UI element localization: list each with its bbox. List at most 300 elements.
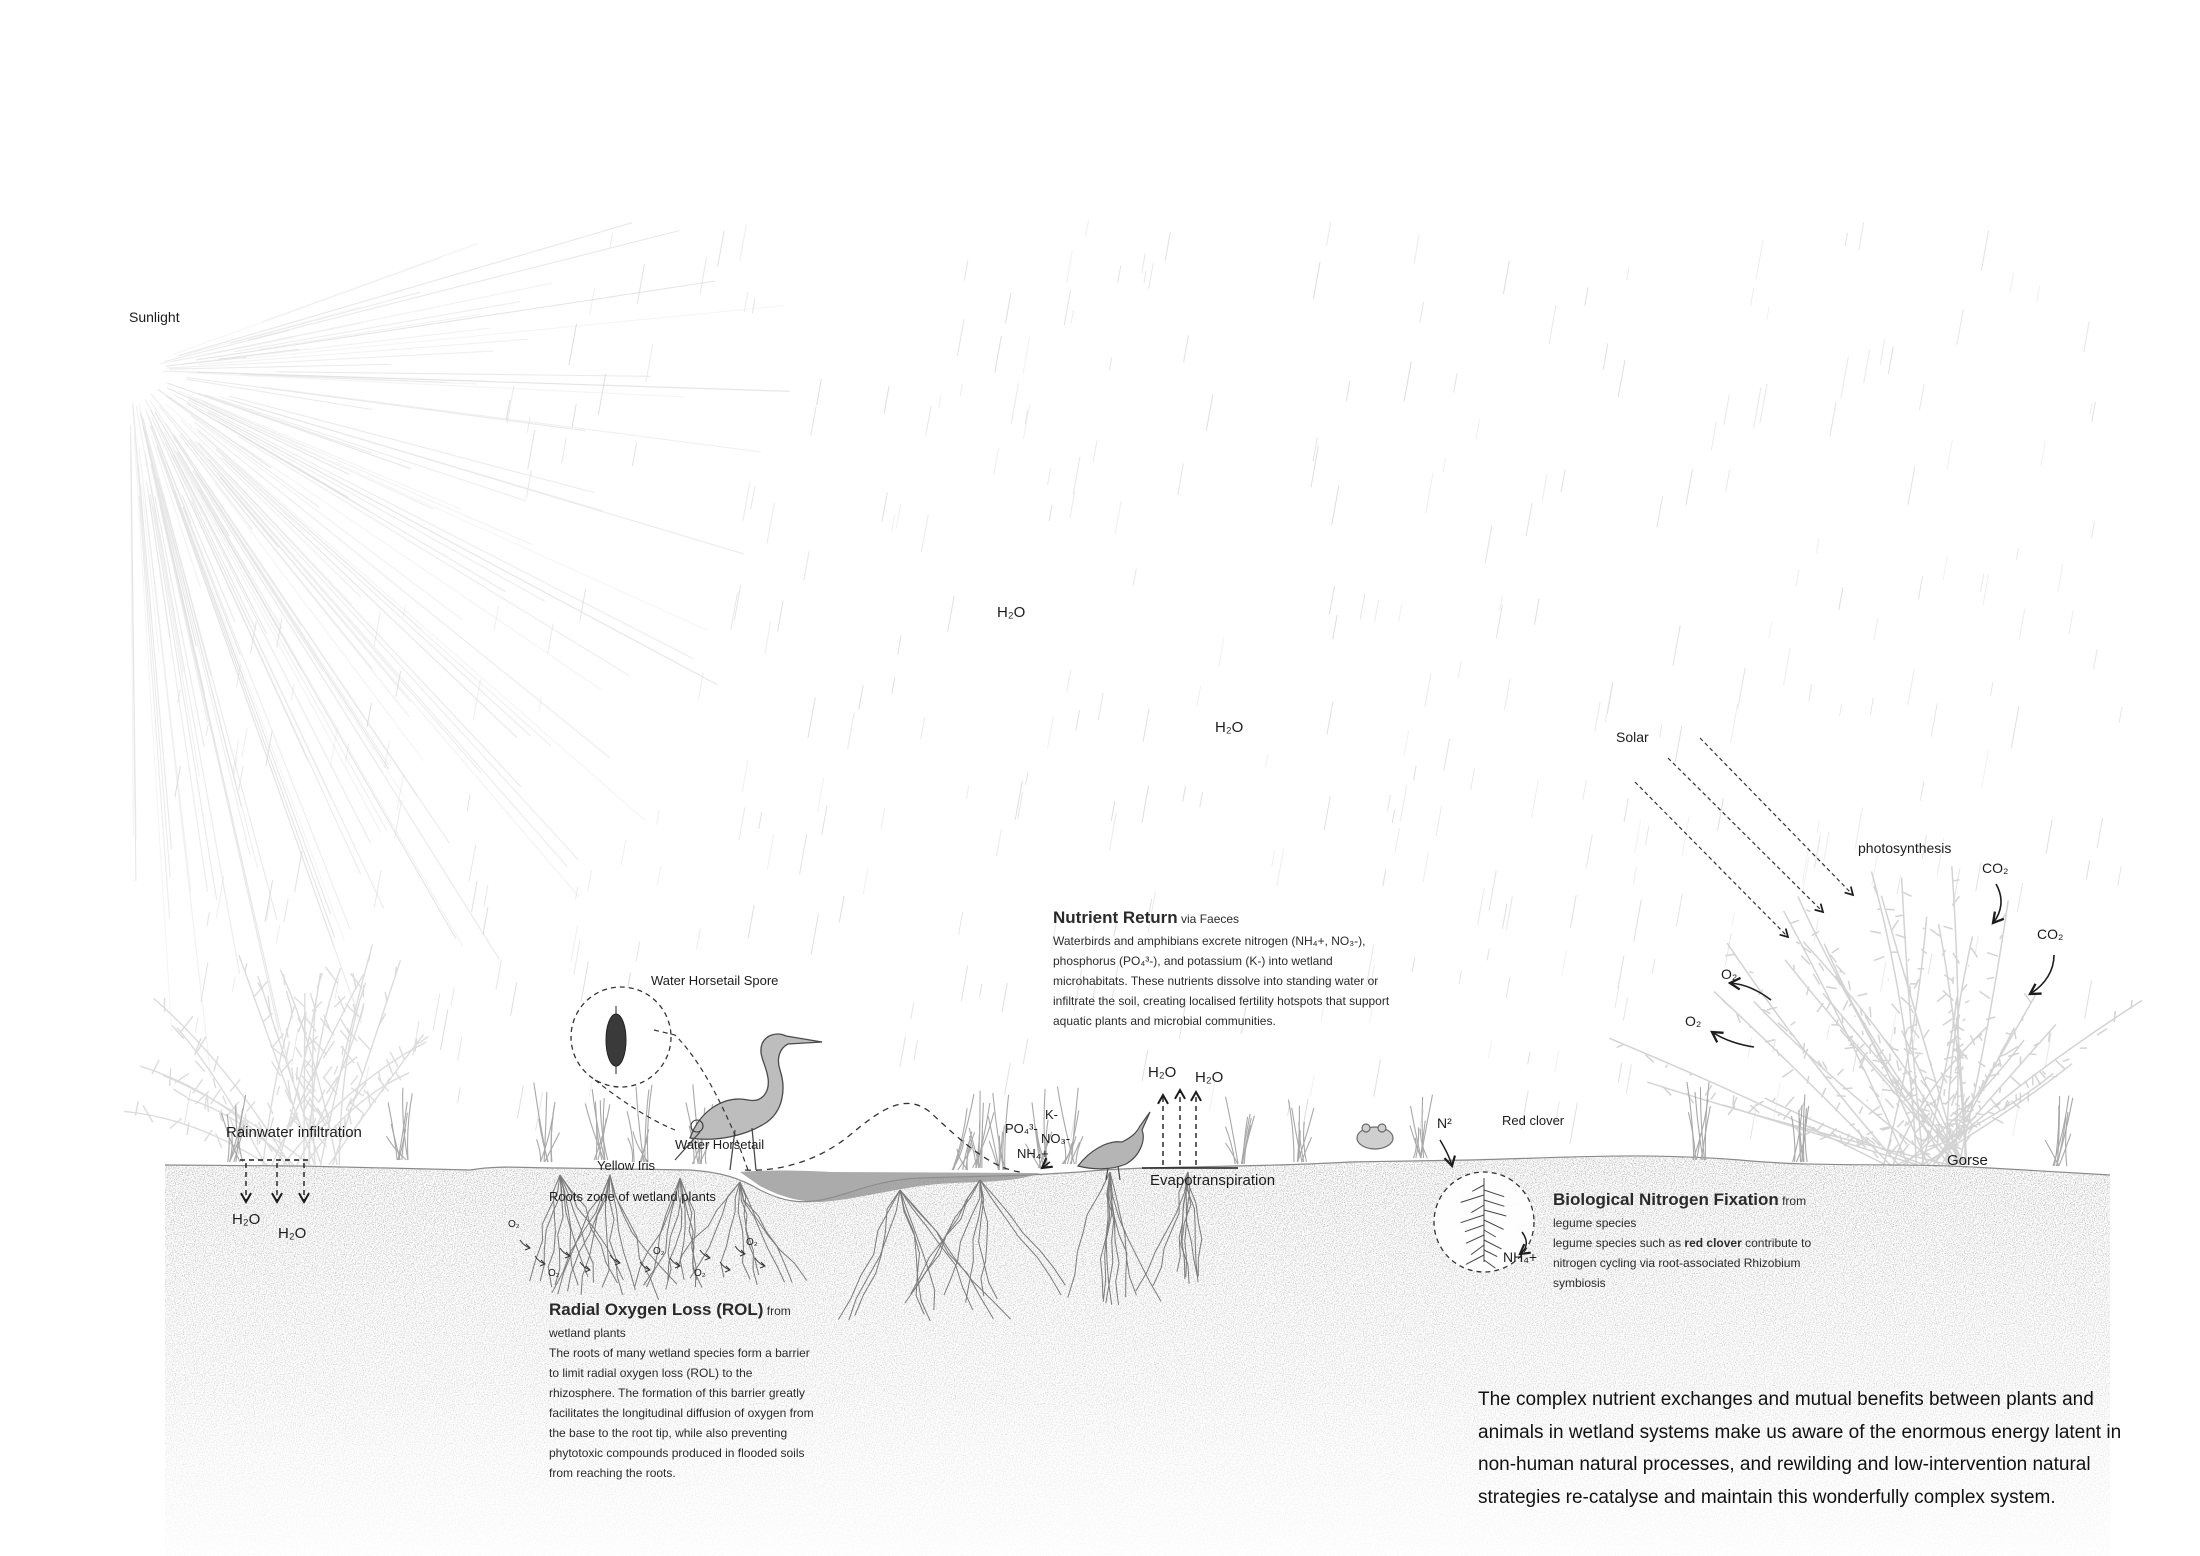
rain-streak <box>1115 502 1121 535</box>
rain-streak <box>2046 820 2052 854</box>
nutrient-return-line: Waterbirds and amphibians excrete nitrogen (NH₄+, NO₃-), <box>1053 934 1366 948</box>
rain-streak <box>636 942 640 962</box>
sun-ray <box>238 436 629 676</box>
rain-streak <box>1784 647 1791 685</box>
gorse-spine <box>2005 1044 2006 1045</box>
evapotranspiration-label: Evapotranspiration <box>1150 1172 1276 1189</box>
rain-streak <box>467 794 470 811</box>
fern-leaflet <box>340 1018 350 1036</box>
rain-streak <box>1374 1060 1381 1097</box>
rain-streak <box>800 834 807 874</box>
rain-streak <box>997 829 1002 856</box>
rain-streak <box>1002 983 1007 1012</box>
fern-leaflet <box>245 963 247 971</box>
bnf-line: legume species such as <box>1553 1236 1685 1250</box>
solar-label: Solar <box>1616 729 1649 745</box>
rain-streak <box>2090 403 2092 415</box>
gorse-spine <box>1965 1001 1969 1003</box>
gorse-spine <box>1843 1001 1848 1011</box>
sun-ray <box>173 257 443 354</box>
rain-streak <box>1327 702 1333 735</box>
gorse-spine <box>1711 1093 1716 1100</box>
rain-streak <box>518 1085 524 1118</box>
sun-ray <box>196 428 645 821</box>
gorse-label: Gorse <box>1947 1152 1988 1169</box>
evap-h2o-label-1: H₂O <box>1148 1064 1177 1081</box>
rain-streak <box>1346 381 1350 401</box>
rain-streak <box>1975 936 1978 953</box>
bnf-title: Biological Nitrogen Fixation <box>1553 1190 1779 1209</box>
gorse-spine <box>1882 1090 1892 1091</box>
rain-streak <box>1555 1051 1559 1072</box>
rain-streak <box>1404 361 1411 401</box>
gorse-spine <box>1907 1121 1910 1125</box>
rain-streak <box>1144 270 1146 283</box>
gorse-spine <box>1840 971 1841 973</box>
co2-label-1: CO₂ <box>1982 860 2009 876</box>
bnf-block <box>1553 1190 1843 1293</box>
rain-streak <box>1534 599 1539 625</box>
gorse-spine <box>1790 920 1799 923</box>
rain-streak <box>700 257 707 294</box>
no3-ion-label: NO₃- <box>1041 1131 1071 1146</box>
fern-leaflet <box>286 1041 290 1059</box>
rain-streak <box>1272 850 1275 867</box>
sun-ray <box>200 490 463 946</box>
rain-streak <box>817 379 822 405</box>
rain-streak <box>1585 287 1588 305</box>
rain-streak <box>911 1003 914 1019</box>
nutrient-return-subtitle: via Faeces <box>1181 912 1240 926</box>
rain-streak <box>1756 240 1763 280</box>
rain-streak <box>580 588 586 621</box>
conclusion-paragraph: The complex nutrient exchanges and mutual benefits between plants and animals in wetland systems make us aware of the enormous energy latent in non-human natural processes, and rewilding and low-intervention natural strategies re-catalyse and maintain this wonderfully complex system. <box>1478 1389 2122 1508</box>
rain-streak <box>1414 235 1419 264</box>
rain-streak <box>1732 912 1734 925</box>
gorse-spine <box>1855 1016 1856 1017</box>
rain-streak <box>994 448 999 475</box>
gorse-spine <box>1972 1093 1974 1098</box>
gorse-spine <box>1888 979 1889 980</box>
rain-streak <box>898 635 901 654</box>
rain-streak <box>1265 755 1267 767</box>
rain-streak <box>1626 1064 1631 1093</box>
rain-streak <box>697 929 701 949</box>
rain-streak <box>742 760 748 792</box>
gorse-spine <box>1937 1132 1938 1143</box>
gorse-spine <box>1796 942 1800 944</box>
gorse-spine <box>1922 1122 1927 1123</box>
sunlight-rays <box>130 223 789 1082</box>
gorse-spine <box>1915 1053 1923 1054</box>
rain-streak <box>1048 468 1051 485</box>
rain-streak <box>1200 792 1203 808</box>
gorse-spine <box>1892 1004 1900 1014</box>
rain-streak <box>995 336 1002 372</box>
rain-streak <box>496 960 501 990</box>
gorse-spine <box>1871 1069 1874 1072</box>
rain-streak <box>1981 230 1988 271</box>
rain-streak <box>1718 798 1724 830</box>
gorse-spine <box>2131 1000 2132 1009</box>
rain-streak <box>1652 959 1655 973</box>
rain-streak <box>896 504 900 528</box>
rain-streak <box>1624 799 1628 822</box>
rain-streak <box>2094 649 2098 669</box>
gorse-spine <box>2030 1054 2036 1055</box>
rain-streak <box>201 963 208 1002</box>
water-horsetail-spore-label: Water Horsetail Spore <box>651 973 779 988</box>
gorse-spine <box>1937 994 1946 1002</box>
rain-streak <box>195 1017 198 1033</box>
gorse-branch <box>1714 992 1890 1165</box>
gorse-spine <box>1944 926 1953 929</box>
rain-streak <box>295 851 302 892</box>
gorse-spine <box>1944 1089 1945 1096</box>
h2o-sky-label-2: H₂O <box>1215 719 1244 736</box>
fern-leaflet <box>174 1089 188 1098</box>
fern-leaflet <box>334 1066 337 1075</box>
rain-streak <box>1489 871 1496 911</box>
sun-ray <box>205 395 526 501</box>
rain-streak <box>1845 233 1847 246</box>
rain-streak <box>1824 832 1829 861</box>
sun-ray <box>216 449 530 736</box>
rain-streak <box>2085 981 2092 1019</box>
rain-streak <box>1310 1076 1314 1097</box>
rain-streak <box>1487 948 1489 960</box>
rain-streak <box>914 1040 918 1060</box>
gorse-spine <box>1987 953 1998 957</box>
sun-ray <box>276 372 650 377</box>
gorse-spine <box>1859 1107 1862 1114</box>
reed-blade <box>1792 1116 1795 1162</box>
rain-streak <box>1277 850 1284 887</box>
rain-streak <box>1618 1063 1621 1082</box>
rain-streak <box>536 1092 543 1131</box>
rain-streak <box>957 319 964 356</box>
rain-streak <box>1928 954 1932 975</box>
gorse-spine <box>1951 1033 1952 1034</box>
rain-streak <box>2119 707 2122 723</box>
rain-streak <box>1332 485 1339 524</box>
rain-streak <box>1404 731 1409 756</box>
rain-streak <box>1327 222 1331 246</box>
gorse-spine <box>1916 1017 1917 1025</box>
rain-streak <box>1425 673 1431 707</box>
gorse-spine <box>1878 1035 1880 1044</box>
po4-ion-label: PO₄³- <box>1005 1121 1038 1136</box>
fern-leaflet <box>170 1068 171 1086</box>
sun-ray <box>164 431 387 830</box>
sun-ray <box>249 231 680 340</box>
rain-streak <box>1830 402 1836 437</box>
rain-streak <box>1874 618 1878 640</box>
fern-leaflet <box>306 1069 312 1081</box>
rain-streak <box>1329 586 1334 615</box>
fern-frond <box>305 1073 409 1165</box>
fern-leaflet <box>297 1067 298 1081</box>
rain-streak <box>804 551 809 580</box>
gorse-spine <box>1811 1117 1812 1118</box>
gorse-spine <box>1773 1098 1776 1102</box>
rain-streak <box>1943 557 1947 580</box>
rain-streak <box>1313 262 1320 299</box>
rain-streak <box>1947 440 1952 470</box>
sun-ray <box>189 373 684 397</box>
rain-streak <box>1399 605 1402 623</box>
gas-exchange-arrows <box>1712 884 2054 1047</box>
gorse-spine <box>1837 1096 1846 1097</box>
nutrient-return-line: phosphorus (PO₄³-), and potassium (K-) into wetland <box>1053 954 1333 968</box>
sun-ray <box>179 223 633 356</box>
fern-leaflet <box>281 1059 292 1073</box>
rain-streak <box>1870 698 1873 715</box>
reed-blade <box>993 1093 1004 1170</box>
fern-leaflet <box>358 1037 371 1051</box>
rain-streak <box>589 1081 592 1096</box>
fern-leaflet <box>351 1076 358 1085</box>
rain-streak <box>751 487 755 509</box>
rain-streak <box>1133 568 1136 585</box>
rain-streak <box>1918 576 1922 599</box>
rain-streak <box>1333 615 1337 639</box>
rain-streak <box>1443 458 1446 473</box>
reed-blade <box>391 1124 400 1160</box>
fern-leaflet <box>368 1091 371 1108</box>
sun-ray <box>241 445 602 690</box>
rain-streak <box>1586 835 1592 867</box>
rain-streak <box>232 977 235 992</box>
gorse-spine <box>1949 1010 1952 1013</box>
rol-line: from reaching the roots. <box>549 1466 676 1480</box>
rain-streak <box>1660 725 1662 738</box>
rain-streak <box>811 914 818 954</box>
reed-blade <box>537 1139 541 1162</box>
rain-streak <box>1324 796 1330 830</box>
rain-streak <box>1859 222 1864 250</box>
rain-streak <box>731 593 738 631</box>
rain-streak <box>1583 780 1587 800</box>
rain-streak <box>621 840 626 865</box>
gorse-spine <box>1943 1019 1953 1025</box>
evapotranspiration-arrows <box>1142 1090 1238 1168</box>
gorse-spine <box>2011 1077 2022 1087</box>
rain-streak <box>1562 951 1566 976</box>
rain-streak <box>1605 681 1613 723</box>
rain-streak <box>1841 357 1848 398</box>
rol-line: rhizosphere. The formation of this barrier greatly <box>549 1386 805 1400</box>
gorse-spine <box>1749 972 1753 973</box>
rain-streak <box>1981 574 1984 592</box>
rain-streak <box>900 1036 906 1067</box>
rain-streak <box>1561 470 1565 493</box>
rain-streak <box>472 881 478 912</box>
gorse-spine <box>1999 1063 2000 1067</box>
sun-ray <box>191 416 463 620</box>
gorse-spine <box>1782 1070 1793 1078</box>
o2-root-label-4: O₂ <box>694 1268 706 1279</box>
rain-streak <box>1076 710 1080 731</box>
rain-streak <box>948 596 955 632</box>
rain-streak <box>892 677 895 693</box>
rain-streak <box>926 406 931 435</box>
rain-streak <box>1982 750 1989 789</box>
rol-block <box>549 1300 849 1483</box>
rain-streak <box>1711 422 1716 451</box>
rain-streak <box>1375 600 1379 622</box>
gorse-spine <box>1806 910 1811 912</box>
gorse-spine <box>1892 920 1899 931</box>
gorse-spine <box>2114 1011 2115 1022</box>
rain-streak <box>881 809 885 828</box>
o2-root-label-2: O₂ <box>548 1268 560 1279</box>
reed-blade <box>408 1093 413 1160</box>
rain-streak <box>2010 273 2014 292</box>
rain-streak <box>1983 575 1989 606</box>
rain-streak <box>1657 496 1663 527</box>
gorse-spine <box>1895 1027 1896 1034</box>
gorse-spine <box>1911 1009 1914 1013</box>
rol-line: phytotoxic compounds produced in flooded soils <box>549 1446 805 1460</box>
rain-streak <box>458 1037 462 1061</box>
rain-streak <box>1864 349 1870 383</box>
gorse-spine <box>1666 1065 1668 1068</box>
rain-streak <box>1840 704 1842 716</box>
rain-streak <box>1623 998 1627 1021</box>
sun-ray <box>208 412 717 685</box>
rain-streak <box>528 430 535 469</box>
rain-streak <box>236 665 240 688</box>
rain-streak <box>1142 1050 1148 1081</box>
gorse-spine <box>1786 1097 1795 1107</box>
rain-streak <box>1646 826 1649 845</box>
reed-blade <box>1076 1136 1083 1164</box>
sun-ray <box>133 403 171 878</box>
rain-streak <box>939 396 941 408</box>
gorse-spine <box>1842 1016 1843 1023</box>
gorse-spine <box>1963 1019 1965 1021</box>
gorse-spine <box>1923 1030 1929 1039</box>
rain-streak <box>1725 933 1731 966</box>
gorse-spine <box>1836 1103 1840 1112</box>
sunlight-label: Sunlight <box>129 309 180 325</box>
rain-streak <box>1067 251 1073 283</box>
h2o-ground-label-1: H₂O <box>232 1211 261 1228</box>
rain-streak <box>767 503 774 544</box>
rain-streak <box>1920 781 1924 801</box>
rain-streak <box>1908 467 1915 505</box>
rain-streak <box>1071 310 1073 323</box>
rain-streak <box>657 810 660 825</box>
rain-streak <box>1478 888 1485 925</box>
sun-ray <box>160 283 552 364</box>
bnf-line: symbiosis <box>1553 1276 1606 1290</box>
gorse-spine <box>1817 1003 1824 1012</box>
rain-streak <box>980 984 982 997</box>
gorse-branch <box>1647 1082 1950 1165</box>
reed-blade <box>627 1111 634 1162</box>
rain-streak <box>921 717 925 739</box>
rol-line: facilitates the longitudinal diffusion of oxygen from <box>549 1406 814 1420</box>
gorse-spine <box>1980 991 1990 998</box>
rain-streak <box>1018 792 1023 819</box>
rain-streak <box>284 899 288 922</box>
rain-streak <box>1618 360 1625 397</box>
rain-streak <box>1476 419 1480 439</box>
rain-streak <box>1142 785 1149 823</box>
rain-streak <box>1816 538 1819 554</box>
rain-streak <box>562 438 567 463</box>
rain-streak <box>1093 440 1097 461</box>
gorse-spine <box>1893 1049 1899 1051</box>
rain-streak <box>960 384 962 397</box>
rain-streak <box>822 805 827 835</box>
gorse-spine <box>1831 1025 1839 1026</box>
rain-streak <box>1184 335 1189 362</box>
rain-streak <box>1023 1039 1028 1065</box>
reed-blade <box>598 1118 606 1160</box>
rain-streak <box>1383 870 1386 887</box>
rain-streak <box>1086 221 1089 237</box>
n2-label: N² <box>1437 1115 1452 1131</box>
rain-streak <box>1570 895 1576 928</box>
fern-leaflet <box>323 1067 332 1079</box>
o2-root-label-3: O₂ <box>653 1246 665 1257</box>
gorse-spine <box>1806 1132 1811 1134</box>
gorse-spine <box>1826 987 1836 989</box>
rain-streak <box>718 231 725 267</box>
rain-streak <box>1219 638 1224 667</box>
yellow-iris-label: Yellow Iris <box>597 1158 656 1173</box>
rain-streak <box>739 807 745 840</box>
rain-streak <box>1633 867 1636 884</box>
rain-streak <box>1682 815 1689 856</box>
fern-leaflet <box>223 1096 227 1105</box>
rain-streak <box>451 987 454 1006</box>
fern-leaflet <box>175 1074 189 1083</box>
fern-leaflet <box>351 1103 364 1114</box>
photosynthesis-label: photosynthesis <box>1858 840 1952 856</box>
k-ion-label: K- <box>1045 1107 1058 1122</box>
reed-blade <box>585 1103 604 1160</box>
fern-leaflet <box>368 953 370 963</box>
rain-streak <box>539 697 542 712</box>
rain-streak <box>1048 716 1054 748</box>
fern-leaflet <box>296 1047 302 1057</box>
rain-streak <box>184 1089 191 1125</box>
rain-streak <box>1731 704 1738 743</box>
rain-streak <box>882 493 887 522</box>
rain-streak <box>588 870 592 892</box>
rol-subtitle: from <box>766 1304 791 1318</box>
rain-streak <box>1197 685 1201 706</box>
gorse-spine <box>2035 1075 2041 1085</box>
gorse-branch <box>1933 1025 2056 1166</box>
rain-streak <box>1675 726 1682 762</box>
rain-streak <box>2084 321 2090 352</box>
rain-streak <box>1888 347 1893 374</box>
gorse-spine <box>1873 1060 1878 1061</box>
gorse-spine <box>1849 1003 1851 1006</box>
nutrient-return-block <box>1053 908 1393 1031</box>
gorse-spine <box>1968 966 1969 967</box>
rain-streak <box>1872 851 1878 885</box>
rain-streak <box>2019 609 2024 639</box>
bnf-subtitle: from <box>1782 1194 1807 1208</box>
rain-streak <box>1767 307 1769 320</box>
rain-streak <box>1206 395 1213 431</box>
